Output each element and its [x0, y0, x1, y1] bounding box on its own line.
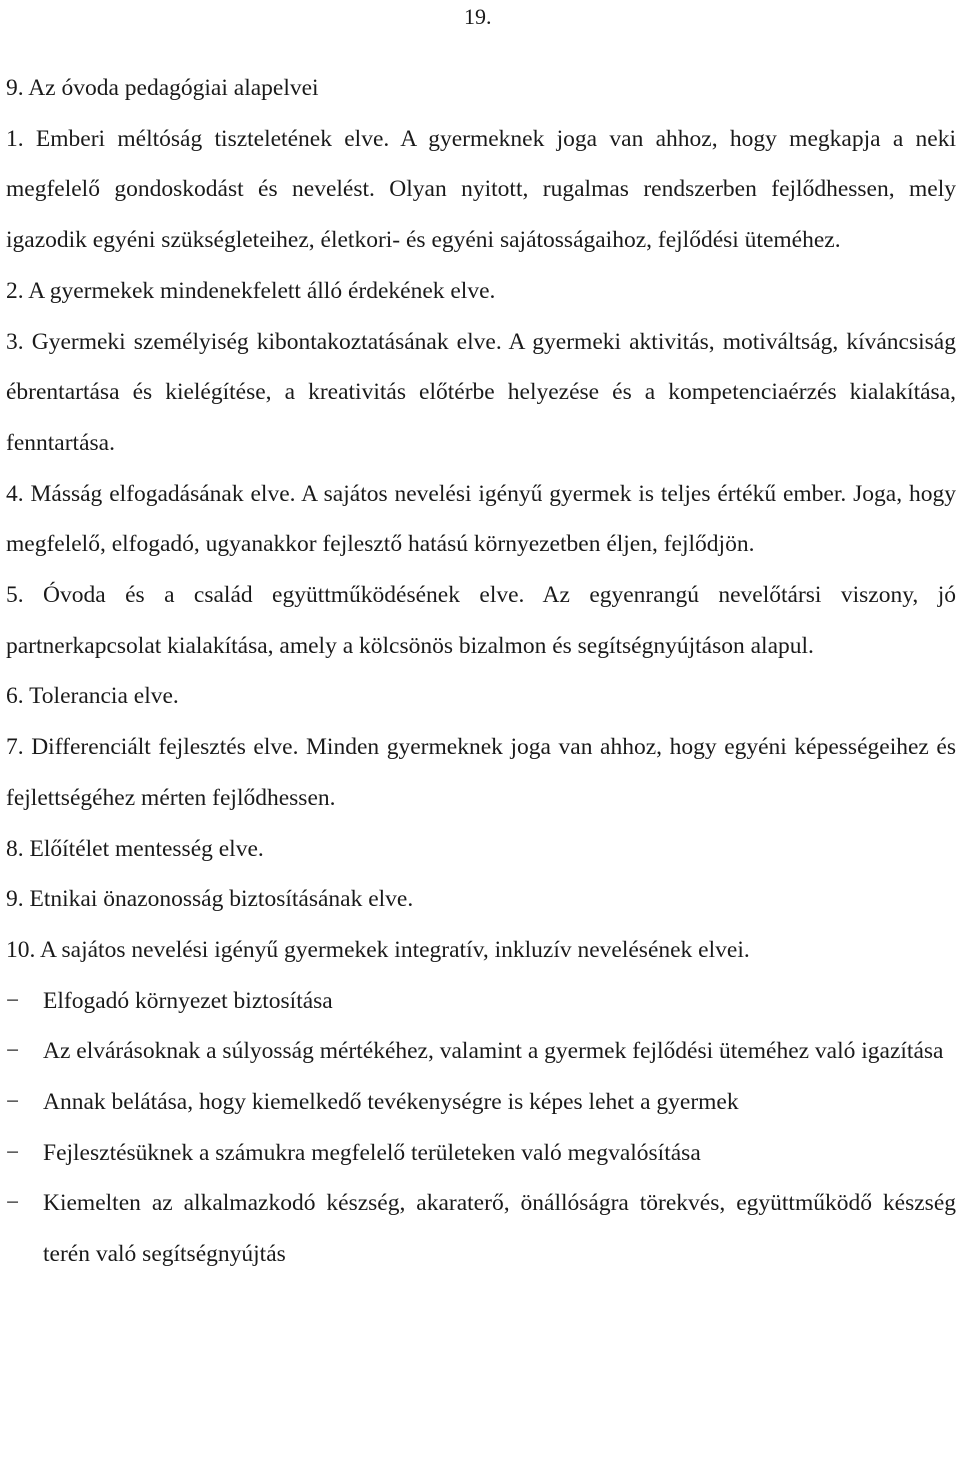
list-item	[6, 976, 956, 1027]
list-item-text: Fejlesztésüknek a számukra megfelelő területeken való megvalósítása	[43, 1139, 701, 1166]
dash-bullet-icon: −	[6, 987, 20, 1014]
principle-paragraph-7: 7. Differenciált fejlesztés elve. Minden gyermeknek joga van ahhoz, hogy egyéni képességeihez és fejlettségéhez mérten fejlődhessen.	[6, 734, 956, 811]
principle-paragraph-6: 6. Tolerancia elve.	[6, 683, 179, 710]
principle-paragraph-9: 9. Etnikai önazonosság biztosításának elve.	[6, 886, 414, 913]
principle-paragraph-1: 1. Emberi méltóság tiszteletének elve. A gyermeknek joga van ahhoz, hogy megkapja a neki megfelelő gondoskodást és nevelést. Olyan nyitott, rugalmas rendszerben fejlődhessen, mely igazodik egyéni szükségleteihez, életkori- és egyéni sajátosságaihoz, fejlődési üteméhez.	[6, 125, 956, 254]
section-heading: 9. Az óvoda pedagógiai alapelvei	[6, 75, 319, 101]
principle-paragraph-5: 5. Óvoda és a család együttműködésének elve. Az egyenrangú nevelőtársi viszony, jó partnerkapcsolat kialakítása, amely a kölcsönös bizalmon és segítségnyújtáson alapul.	[6, 582, 956, 659]
principle-paragraph-4: 4. Másság elfogadásának elve. A sajátos nevelési igényű gyermek is teljes értékű ember. Joga, hogy megfelelő, elfogadó, ugyanakkor fejlesztő hatású környezetben éljen, fejlődjön.	[6, 480, 956, 558]
list-item	[6, 1077, 956, 1128]
bullet-list	[6, 976, 956, 1280]
dash-bullet-icon: −	[6, 1190, 20, 1217]
page-number: 19.	[464, 4, 492, 29]
dash-bullet-icon: −	[6, 1139, 20, 1166]
principle-paragraph-2: 2. A gyermekek mindenekfelett álló érdekének elve.	[6, 277, 496, 304]
list-item	[6, 1178, 956, 1279]
list-item-text: Kiemelten az alkalmazkodó készség, akaraterő, önállóságra törekvés, együttműködő készség terén való segítségnyújtás	[43, 1190, 956, 1268]
list-item	[6, 1026, 956, 1077]
list-item	[6, 1128, 956, 1179]
list-item-text: Elfogadó környezet biztosítása	[43, 987, 333, 1014]
principle-paragraph-8: 8. Előítélet mentesség elve.	[6, 835, 264, 862]
dash-bullet-icon: −	[6, 1089, 20, 1116]
list-item-text: Az elvárásoknak a súlyosság mértékéhez, valamint a gyermek fejlődési üteméhez való igazítása	[43, 1038, 944, 1065]
principle-paragraph-3: 3. Gyermeki személyiség kibontakoztatásának elve. A gyermeki aktivitás, motiváltság, kíváncsiság ébrentartása és kielégítése, a kreativitás előtérbe helyezése és a kompetenciaérzés kialakítása, fenntartása.	[6, 328, 956, 456]
list-item-text: Annak belátása, hogy kiemelkedő tevékenységre is képes lehet a gyermek	[43, 1089, 739, 1116]
dash-bullet-icon: −	[6, 1038, 20, 1065]
principle-paragraph-10: 10. A sajátos nevelési igényű gyermekek integratív, inkluzív nevelésének elvei.	[6, 936, 750, 963]
document-body	[6, 63, 956, 1280]
